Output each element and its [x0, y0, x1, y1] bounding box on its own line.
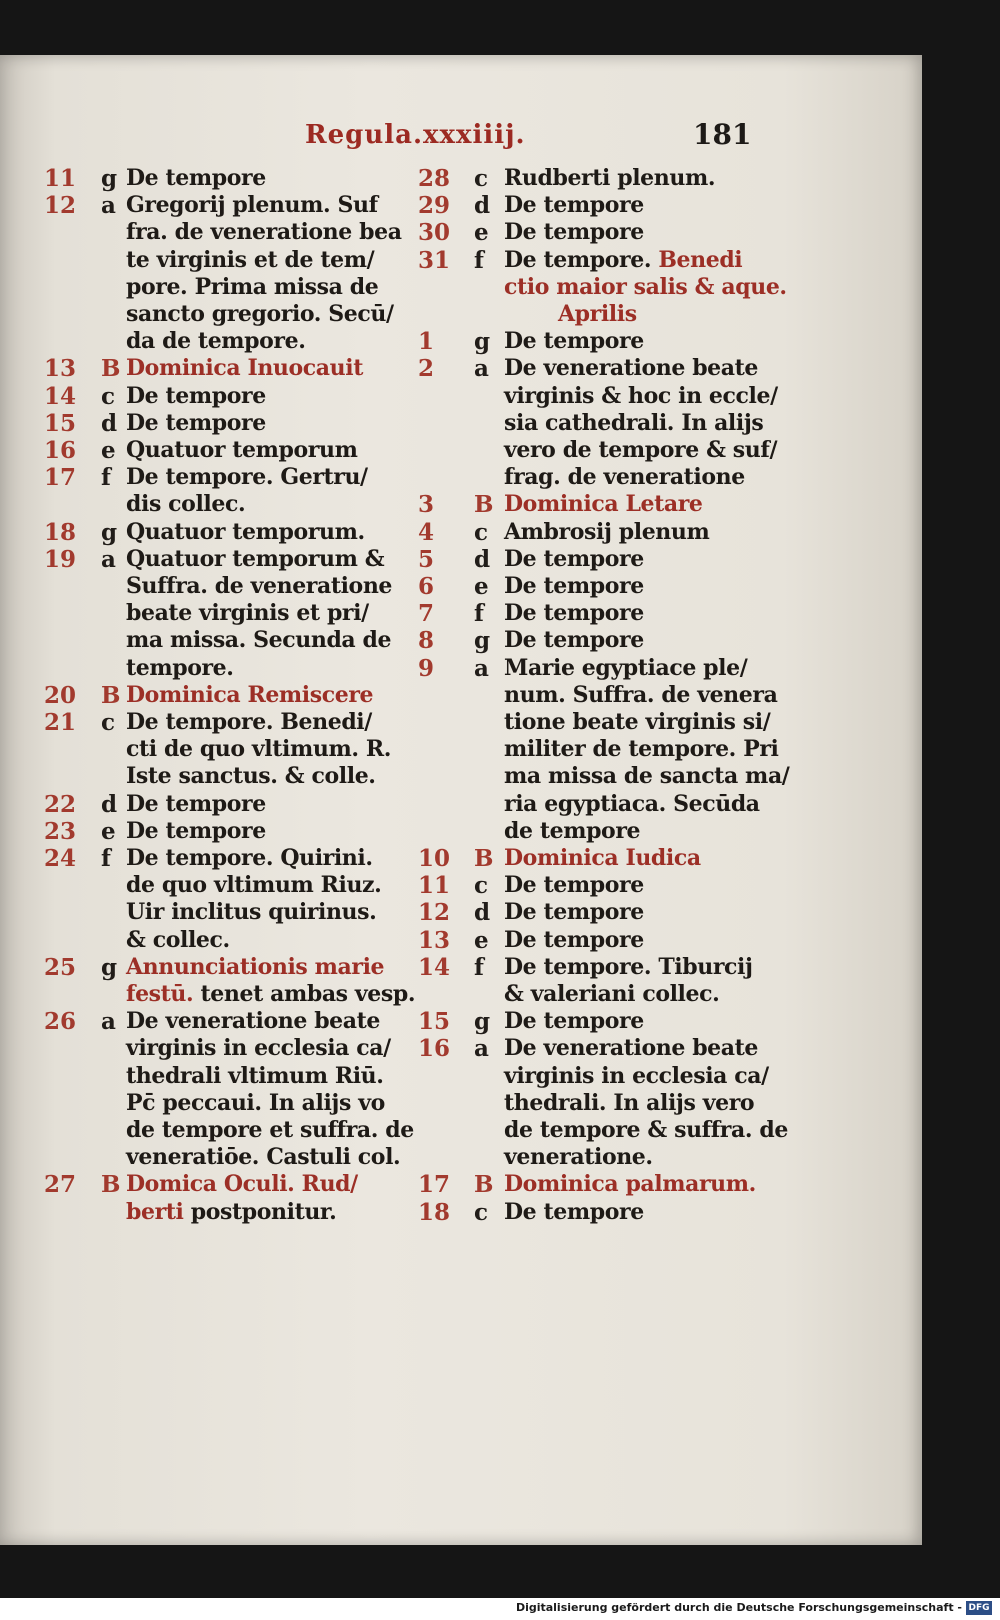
entry-text: De tempore. Quirini. — [126, 845, 373, 871]
entry-text: virginis in ecclesia ca/ — [504, 1062, 769, 1089]
entry-text: militer de tempore. Pri — [504, 736, 779, 763]
day-number: 23 — [44, 817, 77, 845]
entry-text: De tempore — [126, 817, 266, 844]
day-number: 11 — [44, 165, 77, 192]
calendar-line — [418, 791, 788, 818]
calendar-line — [44, 954, 414, 981]
entry-text: Ambrosij plenum — [504, 518, 710, 545]
calendar-line — [44, 791, 414, 818]
dominical-letter: f — [474, 246, 484, 274]
dominical-letter: c — [474, 165, 489, 192]
entry-text: De tempore. Tiburcij — [504, 953, 753, 980]
dominical-letter: e — [101, 437, 116, 464]
day-number: 26 — [44, 1008, 77, 1036]
rubric-text: Domica Oculi. Rud/ — [126, 1171, 358, 1198]
entry-text: De tempore — [504, 328, 644, 355]
entry-text: De tempore — [504, 627, 644, 654]
dominical-letter: a — [474, 355, 489, 383]
calendar-line — [418, 763, 788, 790]
calendar-line — [418, 981, 788, 1008]
entry-text: De tempore — [504, 600, 644, 627]
dominical-letter: d — [474, 899, 491, 927]
day-number: 8 — [418, 627, 435, 655]
day-number: 12 — [418, 899, 451, 927]
entry-text: veneratione. — [504, 1144, 653, 1171]
day-number: 16 — [44, 437, 77, 464]
calendar-line — [44, 845, 414, 872]
entry-text: De tempore — [126, 790, 266, 817]
day-number: 7 — [418, 600, 435, 628]
day-number: 12 — [44, 192, 77, 220]
entry-text: fra. de veneratione bea — [126, 219, 402, 246]
calendar-line — [44, 1008, 414, 1035]
day-number: 15 — [44, 409, 77, 437]
rubric-text: ctio maior salis & aque. — [504, 273, 787, 300]
calendar-line — [44, 546, 414, 573]
calendar-line — [418, 655, 788, 682]
entry-text: vero de tempore & suf/ — [504, 437, 778, 463]
entry-text: De veneratione beate — [504, 355, 758, 382]
calendar-line — [418, 274, 788, 301]
entry-text: veneratiōe. Castuli col. — [126, 1144, 401, 1171]
entry-text: Gregorij plenum. Suf — [126, 192, 378, 219]
calendar-line — [44, 1144, 414, 1171]
day-number: 20 — [44, 681, 77, 709]
dominical-letter: f — [101, 845, 111, 872]
calendar-line — [44, 328, 414, 355]
dominical-letter: g — [101, 165, 118, 192]
page-header — [0, 55, 922, 155]
entry-text: De tempore — [126, 165, 266, 191]
calendar-line — [44, 301, 414, 328]
entry-text: Pc̄ peccaui. In alijs vo — [126, 1089, 385, 1116]
entry-text: Quatuor temporum. — [126, 518, 365, 545]
entry-text: Iste sanctus. & colle. — [126, 763, 376, 790]
folio-number: 181 — [693, 118, 752, 151]
calendar-line — [44, 383, 414, 410]
calendar-line — [418, 247, 788, 274]
entry-text: De tempore. Benedi/ — [126, 709, 372, 735]
day-number: 21 — [44, 709, 77, 736]
day-number: 31 — [418, 246, 451, 274]
dominical-letter: c — [474, 1198, 489, 1226]
dominical-letter: d — [474, 192, 491, 220]
dominical-letter: a — [474, 1035, 489, 1063]
calendar-line — [44, 818, 414, 845]
day-number: 18 — [44, 518, 77, 546]
calendar-line — [418, 192, 788, 219]
calendar-line — [418, 627, 788, 654]
day-number: 29 — [418, 192, 451, 220]
calendar-line — [44, 899, 414, 926]
entry-text: ma missa. Secunda de — [126, 627, 392, 654]
day-number: 25 — [44, 953, 77, 981]
dominical-letter: c — [474, 518, 489, 546]
calendar-line — [418, 1117, 788, 1144]
dominical-letter: a — [101, 545, 116, 573]
dominical-letter: e — [474, 926, 489, 954]
entry-text: virginis & hoc in eccle/ — [504, 382, 778, 409]
dominical-letter: a — [101, 1008, 116, 1036]
calendar-line — [418, 899, 788, 926]
calendar-line — [418, 1199, 788, 1226]
entry-text: de quo vltimum Riuz. — [126, 872, 382, 899]
calendar-line — [418, 1171, 788, 1198]
calendar-line — [418, 464, 788, 491]
dominical-letter: g — [474, 328, 491, 356]
calendar-line — [418, 1144, 788, 1171]
day-number: 14 — [44, 382, 77, 410]
day-number: 16 — [418, 1035, 451, 1063]
calendar-line — [418, 1008, 788, 1035]
calendar-line — [418, 328, 788, 355]
entry-text: Suffra. de veneratione — [126, 573, 393, 599]
day-number: 2 — [418, 355, 435, 383]
calendar-line — [418, 573, 788, 600]
dominical-letter: B — [474, 845, 494, 872]
day-number: 4 — [418, 518, 435, 546]
calendar-line — [44, 165, 414, 192]
entry-text: De tempore — [504, 872, 644, 899]
calendar-line — [44, 519, 414, 546]
entry-text: & collec. — [126, 926, 230, 953]
entry-text: De tempore — [504, 192, 644, 219]
day-number: 1 — [418, 328, 435, 356]
entry-text: de tempore & suffra. de — [504, 1117, 788, 1143]
rubric-text: Dominica palmarum. — [504, 1171, 756, 1198]
calendar-line — [418, 600, 788, 627]
calendar-line — [44, 627, 414, 654]
dominical-letter: g — [474, 627, 491, 655]
calendar-line — [44, 600, 414, 627]
dominical-letter: B — [101, 681, 121, 709]
dominical-letter: g — [101, 953, 118, 981]
entry-text: De tempore — [504, 1008, 644, 1035]
dominical-letter: f — [101, 464, 111, 492]
book-page — [0, 55, 922, 1545]
entry-text: De tempore — [126, 382, 266, 409]
dominical-letter: c — [101, 382, 116, 410]
day-number: 11 — [418, 872, 451, 900]
calendar-line — [418, 709, 788, 736]
calendar-line — [44, 491, 414, 518]
dominical-letter: e — [101, 817, 116, 845]
rubric-text: Dominica Remiscere — [126, 681, 374, 708]
calendar-line — [418, 1090, 788, 1117]
day-number: 3 — [418, 491, 435, 519]
entry-text: Marie egyptiace ple/ — [504, 654, 748, 681]
calendar-line — [418, 301, 788, 328]
calendar-line — [418, 872, 788, 899]
calendar-line — [418, 1063, 788, 1090]
day-number: 6 — [418, 573, 435, 600]
calendar-line — [418, 410, 788, 437]
entry-text: de tempore et suffra. de — [126, 1117, 414, 1143]
calendar-line — [44, 1035, 414, 1062]
calendar-line — [44, 219, 414, 246]
calendar-line — [44, 872, 414, 899]
calendar-line — [44, 927, 414, 954]
day-number: 14 — [418, 953, 451, 981]
day-number: 19 — [44, 545, 77, 573]
dominical-letter: d — [101, 409, 118, 437]
calendar-line — [418, 437, 788, 464]
entry-text: te virginis et de tem/ — [126, 246, 375, 273]
calendar-line — [418, 682, 788, 709]
entry-text: cti de quo vltimum. R. — [126, 736, 391, 763]
entry-text: Rudberti plenum. — [504, 165, 716, 191]
entry-text: De veneratione beate — [126, 1008, 380, 1035]
running-head: Regula.xxxiiij. — [305, 120, 526, 150]
entry-text: num. Suffra. de venera — [504, 681, 778, 708]
calendar-line — [44, 464, 414, 491]
rubric-text: Annunciationis marie — [126, 953, 385, 980]
calendar-line — [44, 192, 414, 219]
calendar-line — [418, 491, 788, 518]
calendar-line — [418, 845, 788, 872]
calendar-line — [44, 763, 414, 790]
entry-text: De tempore — [504, 1198, 644, 1225]
entry-text: beate virginis et pri/ — [126, 600, 369, 627]
dominical-letter: a — [101, 192, 116, 220]
entry-text: ria egyptiaca. Secūda — [504, 790, 760, 817]
dominical-letter: B — [101, 1171, 121, 1199]
rubric-text: Dominica Letare — [504, 491, 703, 518]
entry-text: De veneratione beate — [504, 1035, 758, 1062]
entry-text: da de tempore. — [126, 328, 306, 355]
entry-text: frag. de veneratione — [504, 464, 745, 491]
calendar-line — [44, 274, 414, 301]
calendar-line — [418, 355, 788, 382]
rubric-text: Dominica Iudica — [504, 845, 701, 871]
dominical-letter: B — [474, 1171, 494, 1199]
calendar-line — [44, 1063, 414, 1090]
dominical-letter: f — [474, 600, 484, 628]
funding-note: Digitalisierung gefördert durch die Deutsche Forschungsgemeinschaft - — [515, 1601, 962, 1614]
calendar-line — [44, 981, 414, 1008]
day-number: 13 — [418, 926, 451, 954]
calendar-line — [44, 1199, 414, 1226]
calendar-line — [418, 954, 788, 981]
day-number: 13 — [44, 355, 77, 383]
entry-text: De tempore. Benedi — [504, 246, 743, 273]
entry-text: Quatuor temporum — [126, 437, 358, 463]
calendar-line — [44, 247, 414, 274]
calendar-line — [44, 573, 414, 600]
calendar-line — [44, 655, 414, 682]
day-number: 17 — [44, 464, 77, 492]
rubric-text: Dominica Inuocauit — [126, 355, 363, 382]
entry-text: De tempore. Gertru/ — [126, 464, 368, 491]
dfg-logo-icon: DFG — [966, 1601, 992, 1615]
calendar-line — [418, 383, 788, 410]
calendar-line — [418, 736, 788, 763]
calendar-line — [44, 736, 414, 763]
calendar-line — [44, 682, 414, 709]
entry-text: sia cathedrali. In alijs — [504, 409, 764, 436]
dominical-letter: g — [474, 1008, 491, 1036]
entry-text: festū. tenet ambas vesp. — [126, 981, 416, 1007]
entry-text: de tempore — [504, 817, 641, 844]
calendar-line — [418, 818, 788, 845]
calendar-line — [44, 437, 414, 464]
calendar-line — [44, 1117, 414, 1144]
entry-text: De tempore — [504, 573, 644, 599]
entry-text: De tempore — [504, 926, 644, 953]
calendar-line — [44, 355, 414, 382]
dominical-letter: B — [101, 355, 121, 383]
dominical-letter: e — [474, 573, 489, 600]
entry-text: thedrali. In alijs vero — [504, 1089, 755, 1116]
calendar-line — [418, 1035, 788, 1062]
dominical-letter: d — [474, 545, 491, 573]
dominical-letter: c — [474, 872, 489, 900]
entry-text: tione beate virginis si/ — [504, 709, 771, 735]
entry-text: ma missa de sancta ma/ — [504, 763, 790, 790]
day-number: 10 — [418, 845, 451, 872]
entry-text: Uir inclitus quirinus. — [126, 899, 377, 926]
day-number: 18 — [418, 1198, 451, 1226]
entry-text: De tempore — [126, 409, 266, 436]
digitization-footer — [0, 1598, 1000, 1620]
entry-text: sancto gregorio. Secū/ — [126, 301, 394, 327]
dominical-letter: c — [101, 709, 116, 736]
entry-text: & valeriani collec. — [504, 981, 720, 1007]
day-number: 9 — [418, 654, 435, 682]
day-number: 30 — [418, 219, 451, 247]
entry-text: De tempore — [504, 219, 644, 246]
dominical-letter: B — [474, 491, 494, 519]
dominical-letter: e — [474, 219, 489, 247]
calendar-line — [418, 519, 788, 546]
calendar-line — [44, 1090, 414, 1117]
dominical-letter: g — [101, 518, 118, 546]
day-number: 15 — [418, 1008, 451, 1036]
entry-text: pore. Prima missa de — [126, 273, 379, 300]
calendar-line — [44, 410, 414, 437]
rubric-text: Aprilis — [558, 301, 637, 327]
dominical-letter: d — [101, 790, 118, 818]
entry-text: tempore. — [126, 654, 234, 681]
calendar-line — [418, 927, 788, 954]
calendar-line — [418, 165, 788, 192]
day-number: 17 — [418, 1171, 451, 1199]
day-number: 27 — [44, 1171, 77, 1199]
dominical-letter: f — [474, 953, 484, 981]
entry-text: virginis in ecclesia ca/ — [126, 1035, 391, 1062]
day-number: 5 — [418, 545, 435, 573]
calendar-line — [418, 546, 788, 573]
day-number: 24 — [44, 845, 77, 872]
calendar-line — [44, 1171, 414, 1198]
day-number: 28 — [418, 165, 451, 192]
calendar-line — [418, 219, 788, 246]
day-number: 22 — [44, 790, 77, 818]
calendar-line — [44, 709, 414, 736]
entry-text: dis collec. — [126, 491, 246, 518]
entry-text: De tempore — [504, 899, 644, 926]
entry-text: berti postponitur. — [126, 1198, 337, 1225]
entry-text: Quatuor temporum & — [126, 545, 385, 572]
entry-text: De tempore — [504, 545, 644, 572]
entry-text: thedrali vltimum Riū. — [126, 1062, 384, 1089]
dominical-letter: a — [474, 654, 489, 682]
